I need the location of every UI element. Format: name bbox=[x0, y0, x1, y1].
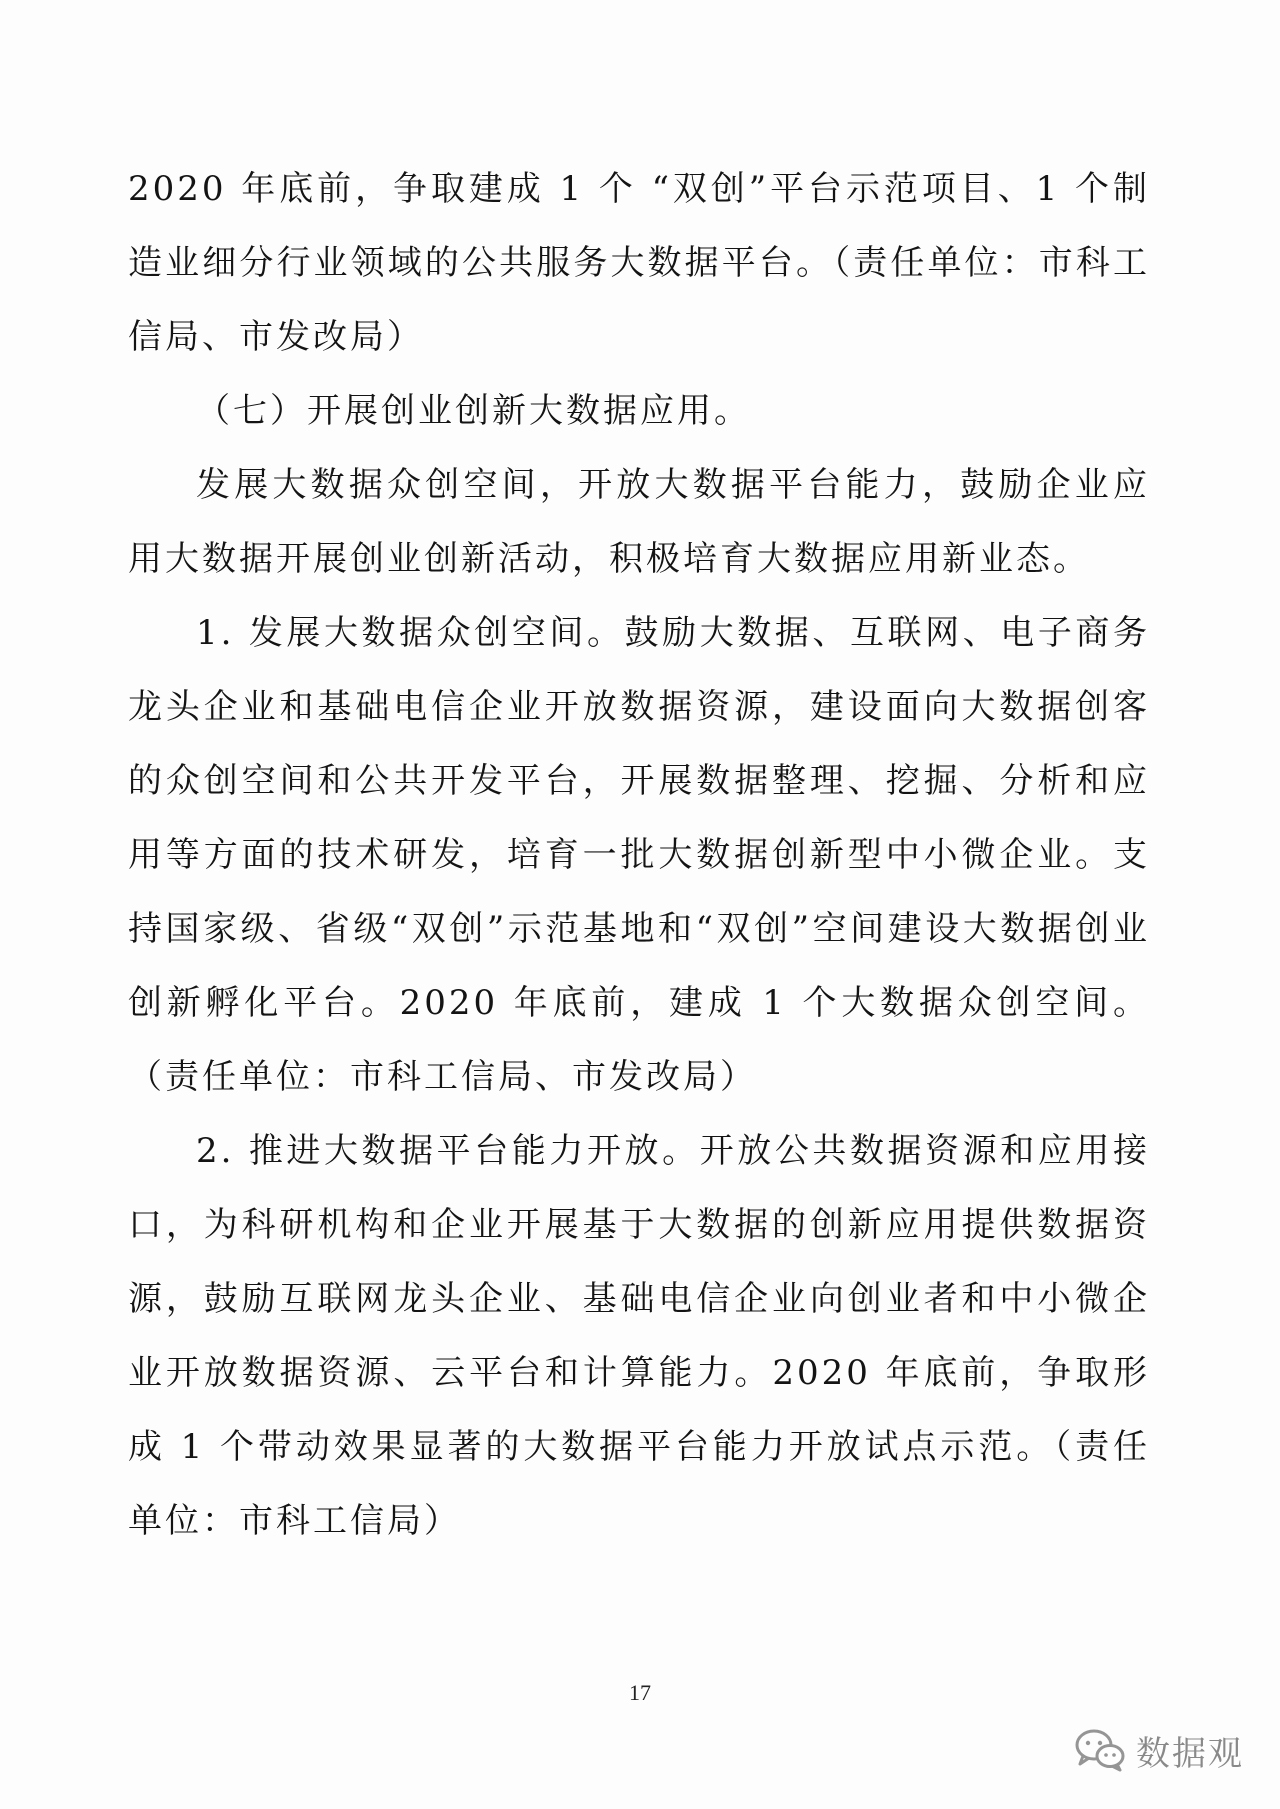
document-body bbox=[128, 152, 1150, 1558]
source-watermark bbox=[1074, 1722, 1244, 1778]
paragraph-continuation: 2020 年底前，争取建成 1 个 “双创”平台示范项目、1 个制造业细分行业领域的公共服务大数据平台。（责任单位：市科工信局、市发改局） bbox=[128, 169, 1150, 357]
item-1-paragraph: 1. 发展大数据众创空间。鼓励大数据、互联网、电子商务龙头企业和基础电信企业开放数据资源，建设面向大数据创客的众创空间和公共开发平台，开展数据整理、挖掘、分析和应用等方面的技术研发，培育一批大数据创新型中小微企业。支持国家级、省级“双创”示范基地和“双创”空间建设大数据创业创新孵化平台。2020 年底前，建成 1 个大数据众创空间。（责任单位：市科工信局、市发改局） bbox=[128, 613, 1150, 1097]
watermark-label: 数据观 bbox=[1136, 1733, 1244, 1774]
page-number: 17 bbox=[629, 1680, 651, 1705]
item-2-paragraph: 2. 推进大数据平台能力开放。开放公共数据资源和应用接口，为科研机构和企业开展基于大数据的创新应用提供数据资源，鼓励互联网龙头企业、基础电信企业向创业者和中小微企业开放数据资源、云平台和计算能力。2020 年底前，争取形成 1 个带动效果显著的大数据平台能力开放试点示范。（责任单位：市科工信局） bbox=[128, 1131, 1150, 1541]
wechat-icon bbox=[1074, 1728, 1126, 1772]
section-heading: （七）开展创业创新大数据应用。 bbox=[196, 391, 751, 431]
section-intro-paragraph: 发展大数据众创空间，开放大数据平台能力，鼓励企业应用大数据开展创业创新活动，积极培育大数据应用新业态。 bbox=[128, 465, 1150, 579]
